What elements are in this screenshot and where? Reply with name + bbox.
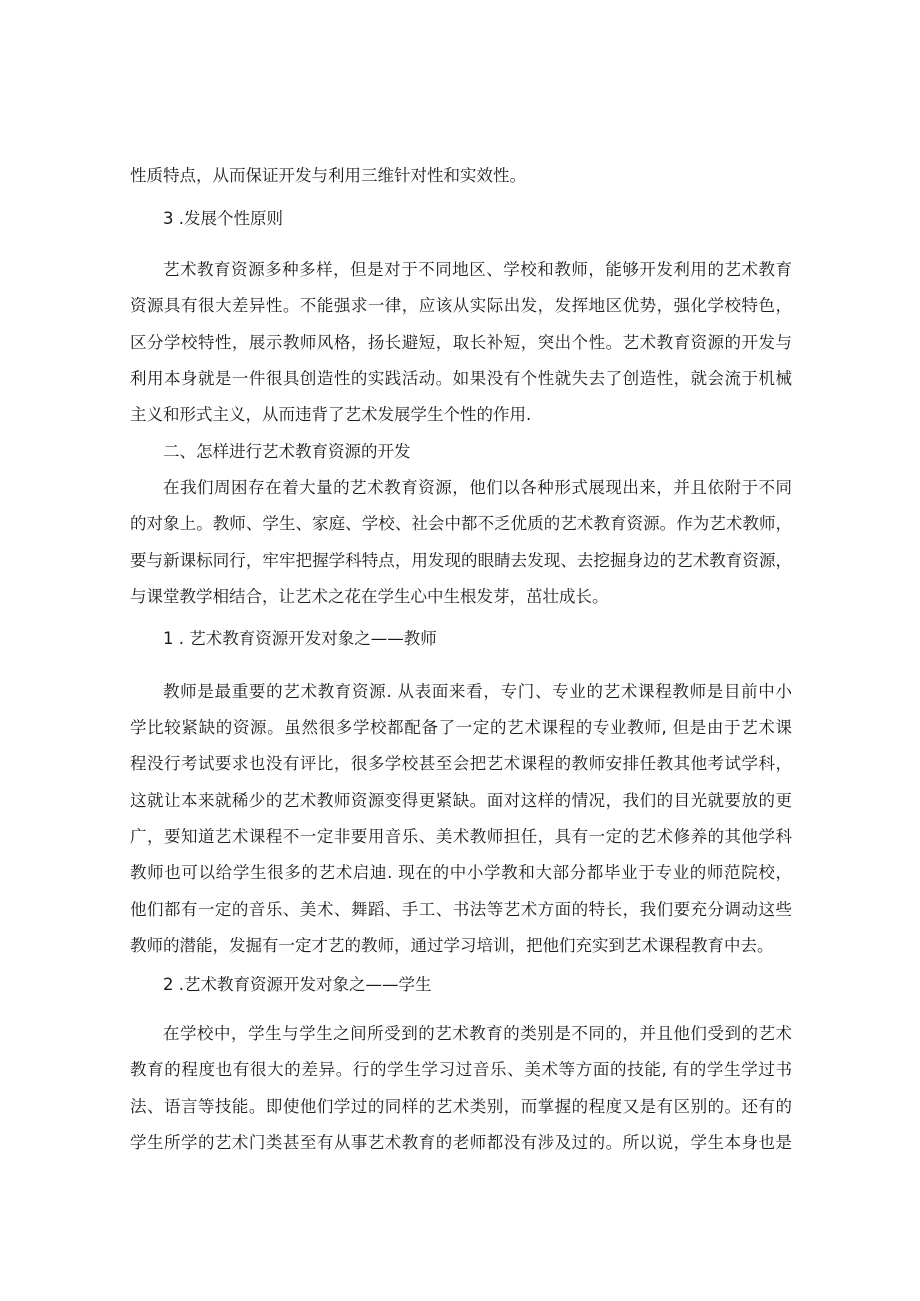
text-line: 教师也可以给学生很多的艺术启迪. 现在的中小学教和大部分都毕业于专业的师范院校， <box>130 863 792 882</box>
text-line: 教师的潜能，发掘有一定才艺的教师，通过学习培训，把他们充实到艺术课程教育中去。 <box>130 936 774 955</box>
text-line: 这就让本来就稀少的艺术教师资源变得更紧缺。面对这样的情况，我们的目光就要放的更 <box>130 791 792 810</box>
section-heading: 1 . 艺术教育资源开发对象之——教师 <box>163 629 437 648</box>
section-heading: 3 .发展个性原则 <box>163 209 283 228</box>
text-line: 学生所学的艺术门类甚至有从事艺术教育的老师都没有涉及过的。所以说，学生本身也是 <box>130 1133 792 1152</box>
text-line: 学比较紧缺的资源。虽然很多学校都配备了一定的艺术课程的专业教师, 但是由于艺术课 <box>130 718 792 737</box>
text-line: 在我们周困存在着大量的艺术教育资源，他们以各种形式展现出来，并且依附于不同 <box>163 478 792 497</box>
text-line: 主义和形式主义，从而违背了艺术发展学生个性的作用. <box>130 405 532 424</box>
text-line: 程没行考试要求也没有评比，很多学校甚至会把艺术课程的教师安排任教其他考试学科， <box>130 754 792 773</box>
text-line: 的对象上。教师、学生、家庭、学校、社会中都不乏优质的艺术教育资源。作为艺术教师， <box>130 514 792 533</box>
text-line: 教师是最重要的艺术教育资源. 从表面来看，专门、专业的艺术课程教师是目前中小 <box>163 682 792 701</box>
text-line: 他们都有一定的音乐、美术、舞蹈、手工、书法等艺术方面的特长，我们要充分调动这些 <box>130 900 792 919</box>
text-line: 利用本身就是一件很具创造性的实践活动。如果没有个性就失去了创造性，就会流于机械 <box>130 369 792 388</box>
text-line: 教育的程度也有很大的差异。行的学生学习过音乐、美术等方面的技能, 有的学生学过书 <box>130 1060 792 1079</box>
text-line: 广，要知道艺术课程不一定非要用音乐、美术教师担任，具有一定的艺术修养的其他学科 <box>130 827 792 846</box>
text-line: 法、语言等技能。即使他们学过的同样的艺术类别，而掌握的程度又是有区别的。还有的 <box>130 1097 792 1116</box>
section-heading: 2 .艺术教育资源开发对象之——学生 <box>163 975 432 994</box>
section-heading: 二、怎样进行艺术教育资源的开发 <box>163 442 411 461</box>
text-line: 在学校中，学生与学生之间所受到的艺术教育的类别是不同的，并且他们受到的艺术 <box>163 1024 792 1043</box>
text-line: 区分学校特性，展示教师风格，扬长避短，取长补短，突出个性。艺术教育资源的开发与 <box>130 333 792 352</box>
text-line: 与课堂教学相结合，让艺术之花在学生心中生根发芽，茁壮成长。 <box>130 587 609 606</box>
text-line: 要与新课标同行，牢牢把握学科特点，用发现的眼睛去发现、去挖掘身边的艺术教育资源， <box>130 551 792 570</box>
text-line: 艺术教育资源多种多样，但是对于不同地区、学校和教师，能够开发利用的艺术教育 <box>163 260 792 279</box>
text-line: 性质特点，从而保证开发与利用三维针对性和实效性。 <box>130 166 526 185</box>
text-line: 资源具有很大差异性。不能强求一律，应该从实际出发，发挥地区优势，强化学校特色， <box>130 296 792 315</box>
